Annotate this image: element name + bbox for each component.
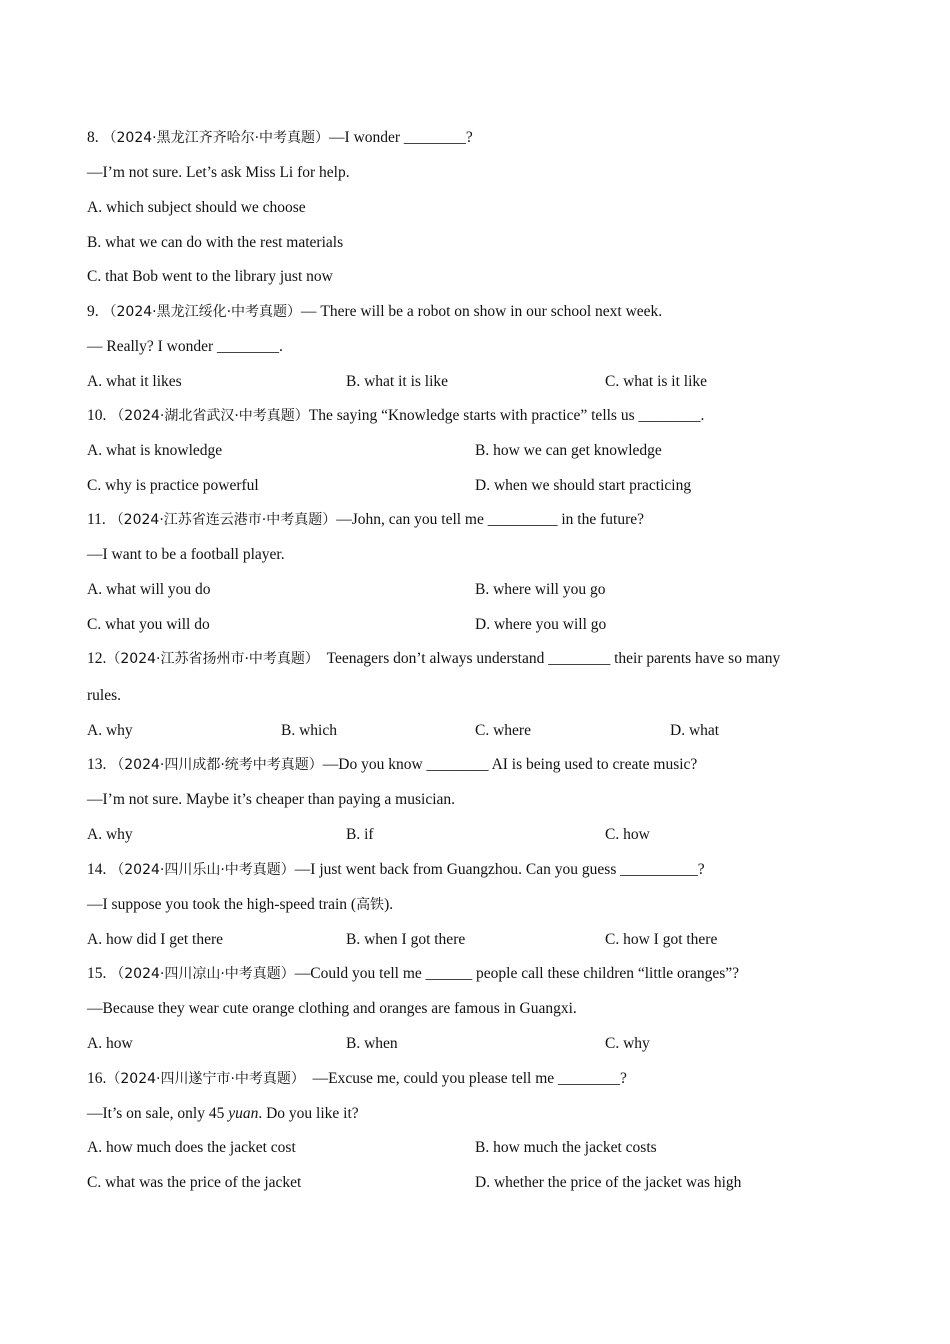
question-source: （2024·四川成都·统考中考真题） — [110, 757, 323, 773]
question-source: （2024·江苏省扬州市·中考真题） — [106, 651, 319, 667]
question-source: （2024·江苏省连云港市·中考真题） — [109, 512, 337, 528]
option: D. where you will go — [475, 616, 607, 633]
question-source: （2024·四川凉山·中考真题） — [110, 966, 295, 982]
question-13-stem: 13. （2024·四川成都·统考中考真题）—Do you know ________ AI is being used to create music? — [87, 756, 698, 773]
option: B. what it is like — [346, 373, 449, 390]
question-source: （2024·四川乐山·中考真题） — [110, 862, 295, 878]
option: A. how — [87, 1035, 133, 1052]
option: A. which subject should we choose — [87, 199, 306, 216]
option: A. what will you do — [87, 581, 211, 598]
question-15-reply: —Because they wear cute orange clothing and oranges are famous in Guangxi. — [87, 1000, 577, 1017]
question-11-reply: —I want to be a football player. — [87, 546, 285, 563]
option: A. how did I get there — [87, 931, 224, 948]
question-11-stem: 11. （2024·江苏省连云港市·中考真题）—John, can you tell me _________ in the future? — [87, 511, 645, 528]
question-source: （2024·黑龙江齐齐哈尔·中考真题） — [102, 130, 330, 146]
question-12-stem-cont: rules. — [87, 687, 122, 704]
option: C. that Bob went to the library just now — [87, 268, 333, 285]
option: D. when we should start practicing — [475, 477, 692, 494]
option: A. why — [87, 826, 133, 843]
option: C. how — [605, 826, 650, 843]
option: B. when I got there — [346, 931, 466, 948]
question-source: （2024·湖北省武汉·中考真题） — [110, 408, 309, 424]
option: B. what we can do with the rest materials — [87, 234, 344, 251]
option: C. what you will do — [87, 616, 210, 633]
question-13-reply: —I’m not sure. Maybe it’s cheaper than paying a musician. — [87, 791, 456, 808]
option: A. how much does the jacket cost — [87, 1139, 296, 1156]
question-15-stem: 15. （2024·四川凉山·中考真题）—Could you tell me ______ people call these children “little oranges”? — [87, 965, 739, 982]
option: C. what was the price of the jacket — [87, 1174, 302, 1191]
option: B. if — [346, 826, 374, 843]
option: B. how we can get knowledge — [475, 442, 662, 459]
question-source: （2024·四川遂宁市·中考真题） — [106, 1071, 305, 1087]
question-16-stem: 16.（2024·四川遂宁市·中考真题） —Excuse me, could you please tell me ________? — [87, 1070, 627, 1087]
question-source: （2024·黑龙江绥化·中考真题） — [102, 304, 302, 320]
option: C. what is it like — [605, 373, 708, 390]
option: C. why is practice powerful — [87, 477, 259, 494]
option: C. where — [475, 722, 531, 739]
option: C. why — [605, 1035, 650, 1052]
option: B. where will you go — [475, 581, 606, 598]
question-8-stem: 8. （2024·黑龙江齐齐哈尔·中考真题）—I wonder ________? — [87, 129, 473, 146]
option: A. why — [87, 722, 133, 739]
option: B. how much the jacket costs — [475, 1139, 657, 1156]
option: B. when — [346, 1035, 398, 1052]
question-9-stem: 9. （2024·黑龙江绥化·中考真题）— There will be a robot on show in our school next week. — [87, 303, 663, 320]
option: A. what it likes — [87, 373, 182, 390]
option: A. what is knowledge — [87, 442, 223, 459]
option: B. which — [281, 722, 337, 739]
question-9-reply: — Really? I wonder ________. — [87, 338, 283, 355]
option: D. what — [670, 722, 720, 739]
option: D. whether the price of the jacket was high — [475, 1174, 742, 1191]
question-14-reply: —I suppose you took the high-speed train (高铁). — [87, 896, 394, 913]
question-12-stem: 12.（2024·江苏省扬州市·中考真题） Teenagers don’t always understand ________ their parents have so many — [87, 650, 781, 667]
question-14-stem: 14. （2024·四川乐山·中考真题）—I just went back from Guangzhou. Can you guess __________? — [87, 861, 705, 878]
question-16-reply: —It’s on sale, only 45 yuan. Do you like it? — [87, 1105, 359, 1122]
question-10-stem: 10. （2024·湖北省武汉·中考真题）The saying “Knowledge starts with practice” tells us ________. — [87, 407, 705, 424]
question-8-reply: —I’m not sure. Let’s ask Miss Li for help. — [87, 164, 350, 181]
option: C. how I got there — [605, 931, 718, 948]
